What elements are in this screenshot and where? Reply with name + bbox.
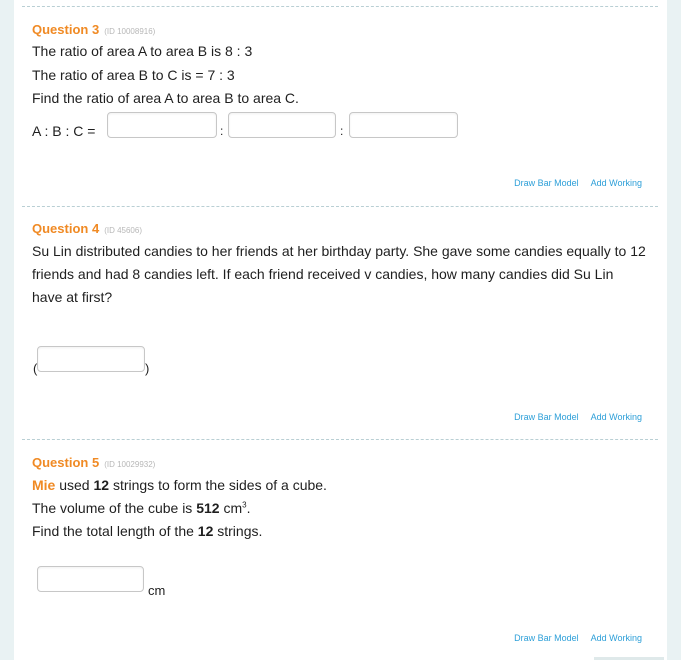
- separator: [22, 6, 658, 7]
- question-4-actions: [514, 412, 642, 422]
- question-5-title: Question 5: [32, 455, 100, 470]
- ratio-c-input[interactable]: [349, 112, 458, 138]
- question-5-answer-input[interactable]: [37, 566, 144, 592]
- person-name: Mie: [32, 477, 56, 493]
- add-working-link[interactable]: Add Working: [590, 178, 642, 188]
- question-5-id: (ID 10029932): [104, 460, 156, 469]
- add-working-link[interactable]: Add Working: [590, 412, 642, 422]
- add-working-link[interactable]: Add Working: [590, 633, 642, 643]
- ratio-b-input[interactable]: [228, 112, 336, 138]
- ratio-colon-2: :: [340, 124, 344, 138]
- question-3-actions: [514, 178, 642, 188]
- draw-bar-model-link[interactable]: Draw Bar Model: [514, 412, 579, 422]
- question-3-line-2: The ratio of area B to C is = 7 : 3: [32, 67, 235, 83]
- question-4-title: Question 4: [32, 221, 100, 236]
- separator: [22, 439, 658, 440]
- ratio-colon-1: :: [220, 124, 224, 138]
- paren-open: (: [33, 361, 38, 376]
- question-3-id: (ID 10008916): [104, 27, 156, 36]
- question-3-line-1: The ratio of area A to area B is 8 : 3: [32, 43, 253, 59]
- question-5-line-2: The volume of the cube is 512 $cm^3$.: [32, 500, 251, 516]
- draw-bar-model-link[interactable]: Draw Bar Model: [514, 178, 579, 188]
- question-5-actions: [514, 633, 642, 643]
- question-3-header: [32, 22, 155, 37]
- question-5-line-3: Find the total length of the 12 strings.: [32, 523, 263, 539]
- paren-close: ): [145, 361, 150, 376]
- unit-label: cm: [148, 583, 166, 598]
- ratio-answer-label: A : B : C =: [32, 123, 96, 139]
- question-4-text: Su Lin distributed candies to her friends at her birthday party. She gave some candies equally to 12 friends and had 8 candies left. If each friend received v candies, how many candies did Su Lin have at first?: [32, 243, 646, 305]
- ratio-a-input[interactable]: [107, 112, 217, 138]
- question-3-line-3: Find the ratio of area A to area B to area C.: [32, 90, 299, 106]
- question-4-id: (ID 45606): [104, 226, 142, 235]
- separator: [22, 206, 658, 207]
- question-3-title: Question 3: [32, 22, 100, 37]
- worksheet: [14, 0, 667, 660]
- draw-bar-model-link[interactable]: Draw Bar Model: [514, 633, 579, 643]
- question-4-header: [32, 221, 142, 236]
- question-5-line-1: Mie used 12 strings to form the sides of a cube.: [32, 477, 327, 493]
- question-4-answer-input[interactable]: [37, 346, 145, 372]
- question-5-header: [32, 455, 155, 470]
